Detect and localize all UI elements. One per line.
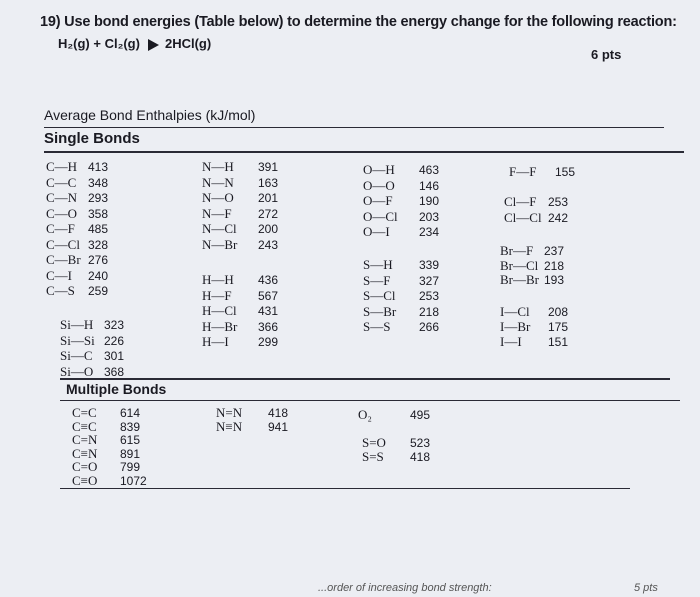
next-question-points: 5 pts	[634, 582, 658, 594]
bond-energy: 614	[120, 406, 141, 420]
bond-label: N—Br	[202, 236, 238, 252]
bond-row	[500, 271, 564, 289]
bond-label: H—F	[202, 287, 232, 303]
bond-energy: 190	[419, 194, 440, 208]
bond-energy: 240	[88, 268, 109, 283]
arrow-right-icon	[148, 39, 159, 51]
bond-energy: 799	[120, 460, 141, 474]
bond-energy: 193	[544, 273, 565, 287]
bond-energy: 266	[419, 320, 440, 334]
bond-label: Si—O	[60, 363, 94, 379]
bond-label: C=N	[72, 432, 98, 447]
bond-label: N—N	[202, 174, 234, 190]
next-question-fragment: ...order of increasing bond strength:	[318, 582, 492, 594]
bond-label: Si—Si	[60, 332, 95, 348]
bond-energy: 242	[548, 211, 569, 225]
bond-label: C=O	[72, 459, 98, 474]
bond-label: N—O	[202, 190, 234, 205]
bond-label: O—O	[363, 177, 395, 193]
bond-energy: 327	[419, 273, 440, 288]
bond-label: Cl—F	[504, 194, 537, 209]
bond-label: S—S	[363, 319, 391, 334]
table-title: Average Bond Enthalpies (kJ/mol)	[44, 107, 256, 123]
bond-energy: 259	[88, 284, 109, 298]
bond-label: N—Cl	[202, 221, 237, 236]
bond-label: C—S	[46, 283, 75, 298]
question-text: 19) Use bond energies (Table below) to determine the energy change for the following reaction:	[40, 14, 677, 30]
bond-energy: 1072	[120, 473, 147, 488]
bond-energy: 272	[258, 206, 279, 221]
bond-energy: 151	[548, 335, 569, 349]
bond-row	[72, 472, 147, 490]
bond-energy: 234	[419, 225, 440, 239]
bond-energy: 941	[268, 419, 289, 434]
bond-energy: 495	[410, 408, 431, 422]
bond-label: N—F	[202, 205, 232, 221]
bond-label: C≡N	[72, 445, 98, 461]
products: 2HCl(g)	[164, 36, 212, 51]
bond-label: N—H	[202, 159, 234, 174]
bond-label: S—Br	[363, 303, 397, 319]
bond-label: N=N	[216, 405, 243, 420]
bond-label: H—I	[202, 334, 229, 349]
bond-energy: 163	[258, 175, 279, 190]
bond-energy: 237	[544, 244, 565, 258]
bond-row	[46, 282, 108, 300]
bond-label: O₂	[358, 407, 372, 422]
bond-energy: 243	[258, 237, 279, 252]
bond-row	[509, 163, 575, 181]
bond-label: C—F	[46, 221, 75, 236]
bond-row	[202, 333, 278, 351]
divider	[44, 151, 684, 153]
bond-label: O—H	[363, 162, 395, 177]
bond-energy: 201	[258, 191, 279, 205]
single-bonds-header: Single Bonds	[44, 130, 140, 147]
bond-energy: 431	[258, 304, 279, 318]
bond-energy: 276	[88, 253, 109, 267]
bond-energy: 328	[88, 237, 109, 252]
bond-energy: 218	[544, 258, 565, 273]
bond-energy: 368	[104, 364, 125, 379]
bond-label: S—Cl	[363, 288, 396, 303]
bond-label: Si—C	[60, 348, 93, 363]
divider	[60, 378, 670, 380]
bond-label: C—H	[46, 159, 78, 174]
bond-energy: 299	[258, 335, 279, 349]
bond-energy: 391	[258, 160, 279, 174]
bond-label: C≡O	[72, 472, 98, 488]
bond-label: H—Br	[202, 318, 238, 334]
bond-label: Br—Br	[500, 272, 539, 287]
bond-label: C—C	[46, 174, 77, 190]
bond-energy: 253	[548, 195, 569, 209]
bond-label: I—Br	[500, 319, 531, 334]
bond-label: C—I	[46, 267, 72, 283]
bond-row	[358, 406, 430, 424]
bond-label: O—I	[363, 224, 390, 239]
bond-label: C—O	[46, 205, 78, 221]
bond-label: S—H	[363, 257, 393, 272]
bond-label: Br—Cl	[500, 257, 539, 273]
bond-label: F—F	[509, 164, 537, 179]
bond-label: O—F	[363, 193, 393, 208]
divider	[44, 127, 664, 128]
bond-energy: 463	[419, 163, 440, 177]
bond-energy: 323	[104, 318, 125, 332]
bond-label: Si—H	[60, 317, 94, 332]
bond-energy: 418	[410, 450, 431, 464]
divider	[60, 488, 630, 489]
bond-energy: 523	[410, 436, 431, 450]
bond-row	[500, 333, 568, 351]
bond-row	[363, 223, 439, 241]
bond-energy: 218	[419, 304, 440, 319]
divider	[60, 400, 680, 401]
bond-energy: 358	[88, 206, 109, 221]
bond-label: O—Cl	[363, 208, 398, 224]
bond-energy: 203	[419, 209, 440, 224]
multiple-bonds-header: Multiple Bonds	[66, 381, 167, 397]
bond-energy: 839	[120, 419, 141, 434]
bond-label: Br—F	[500, 243, 534, 258]
bond-row	[363, 318, 439, 336]
bond-label: C—N	[46, 190, 78, 205]
bond-energy: 208	[548, 305, 569, 319]
bond-label: C=C	[72, 405, 97, 420]
bond-energy: 226	[104, 333, 125, 348]
bond-energy: 366	[258, 319, 279, 334]
bond-row	[362, 448, 430, 466]
bond-label: C≡C	[72, 418, 97, 434]
bond-energy: 293	[88, 191, 109, 205]
bond-label: H—Cl	[202, 303, 237, 318]
bond-energy: 253	[419, 289, 440, 303]
bond-energy: 436	[258, 273, 279, 287]
bond-label: Cl—Cl	[504, 210, 542, 225]
bond-energy: 146	[419, 178, 440, 193]
bond-energy: 418	[268, 406, 289, 420]
bond-energy: 891	[120, 446, 141, 461]
bond-label: C—Br	[46, 252, 81, 267]
bond-label: S—F	[363, 272, 391, 288]
bond-row	[504, 209, 568, 227]
reactants: H₂(g) + Cl₂(g)	[58, 36, 140, 51]
bond-label: H—H	[202, 272, 234, 287]
bond-row	[202, 236, 278, 254]
bond-label: S=S	[362, 449, 384, 464]
bond-label: S=O	[362, 435, 386, 450]
bond-energy: 155	[555, 165, 576, 179]
reaction-equation	[58, 36, 211, 51]
question-points: 6 pts	[591, 47, 622, 62]
bond-energy: 200	[258, 222, 279, 236]
bond-energy: 615	[120, 433, 141, 447]
bond-energy: 301	[104, 349, 125, 363]
bond-energy: 567	[258, 288, 279, 303]
bond-label: N≡N	[216, 418, 243, 434]
bond-row	[216, 418, 288, 436]
bond-energy: 175	[548, 320, 569, 334]
bond-energy: 485	[88, 222, 109, 236]
bond-label: I—I	[500, 334, 522, 349]
bond-energy: 348	[88, 175, 109, 190]
bond-label: C—Cl	[46, 236, 80, 252]
bond-energy: 413	[88, 160, 109, 174]
bond-energy: 339	[419, 258, 440, 272]
bond-label: I—Cl	[500, 304, 530, 319]
